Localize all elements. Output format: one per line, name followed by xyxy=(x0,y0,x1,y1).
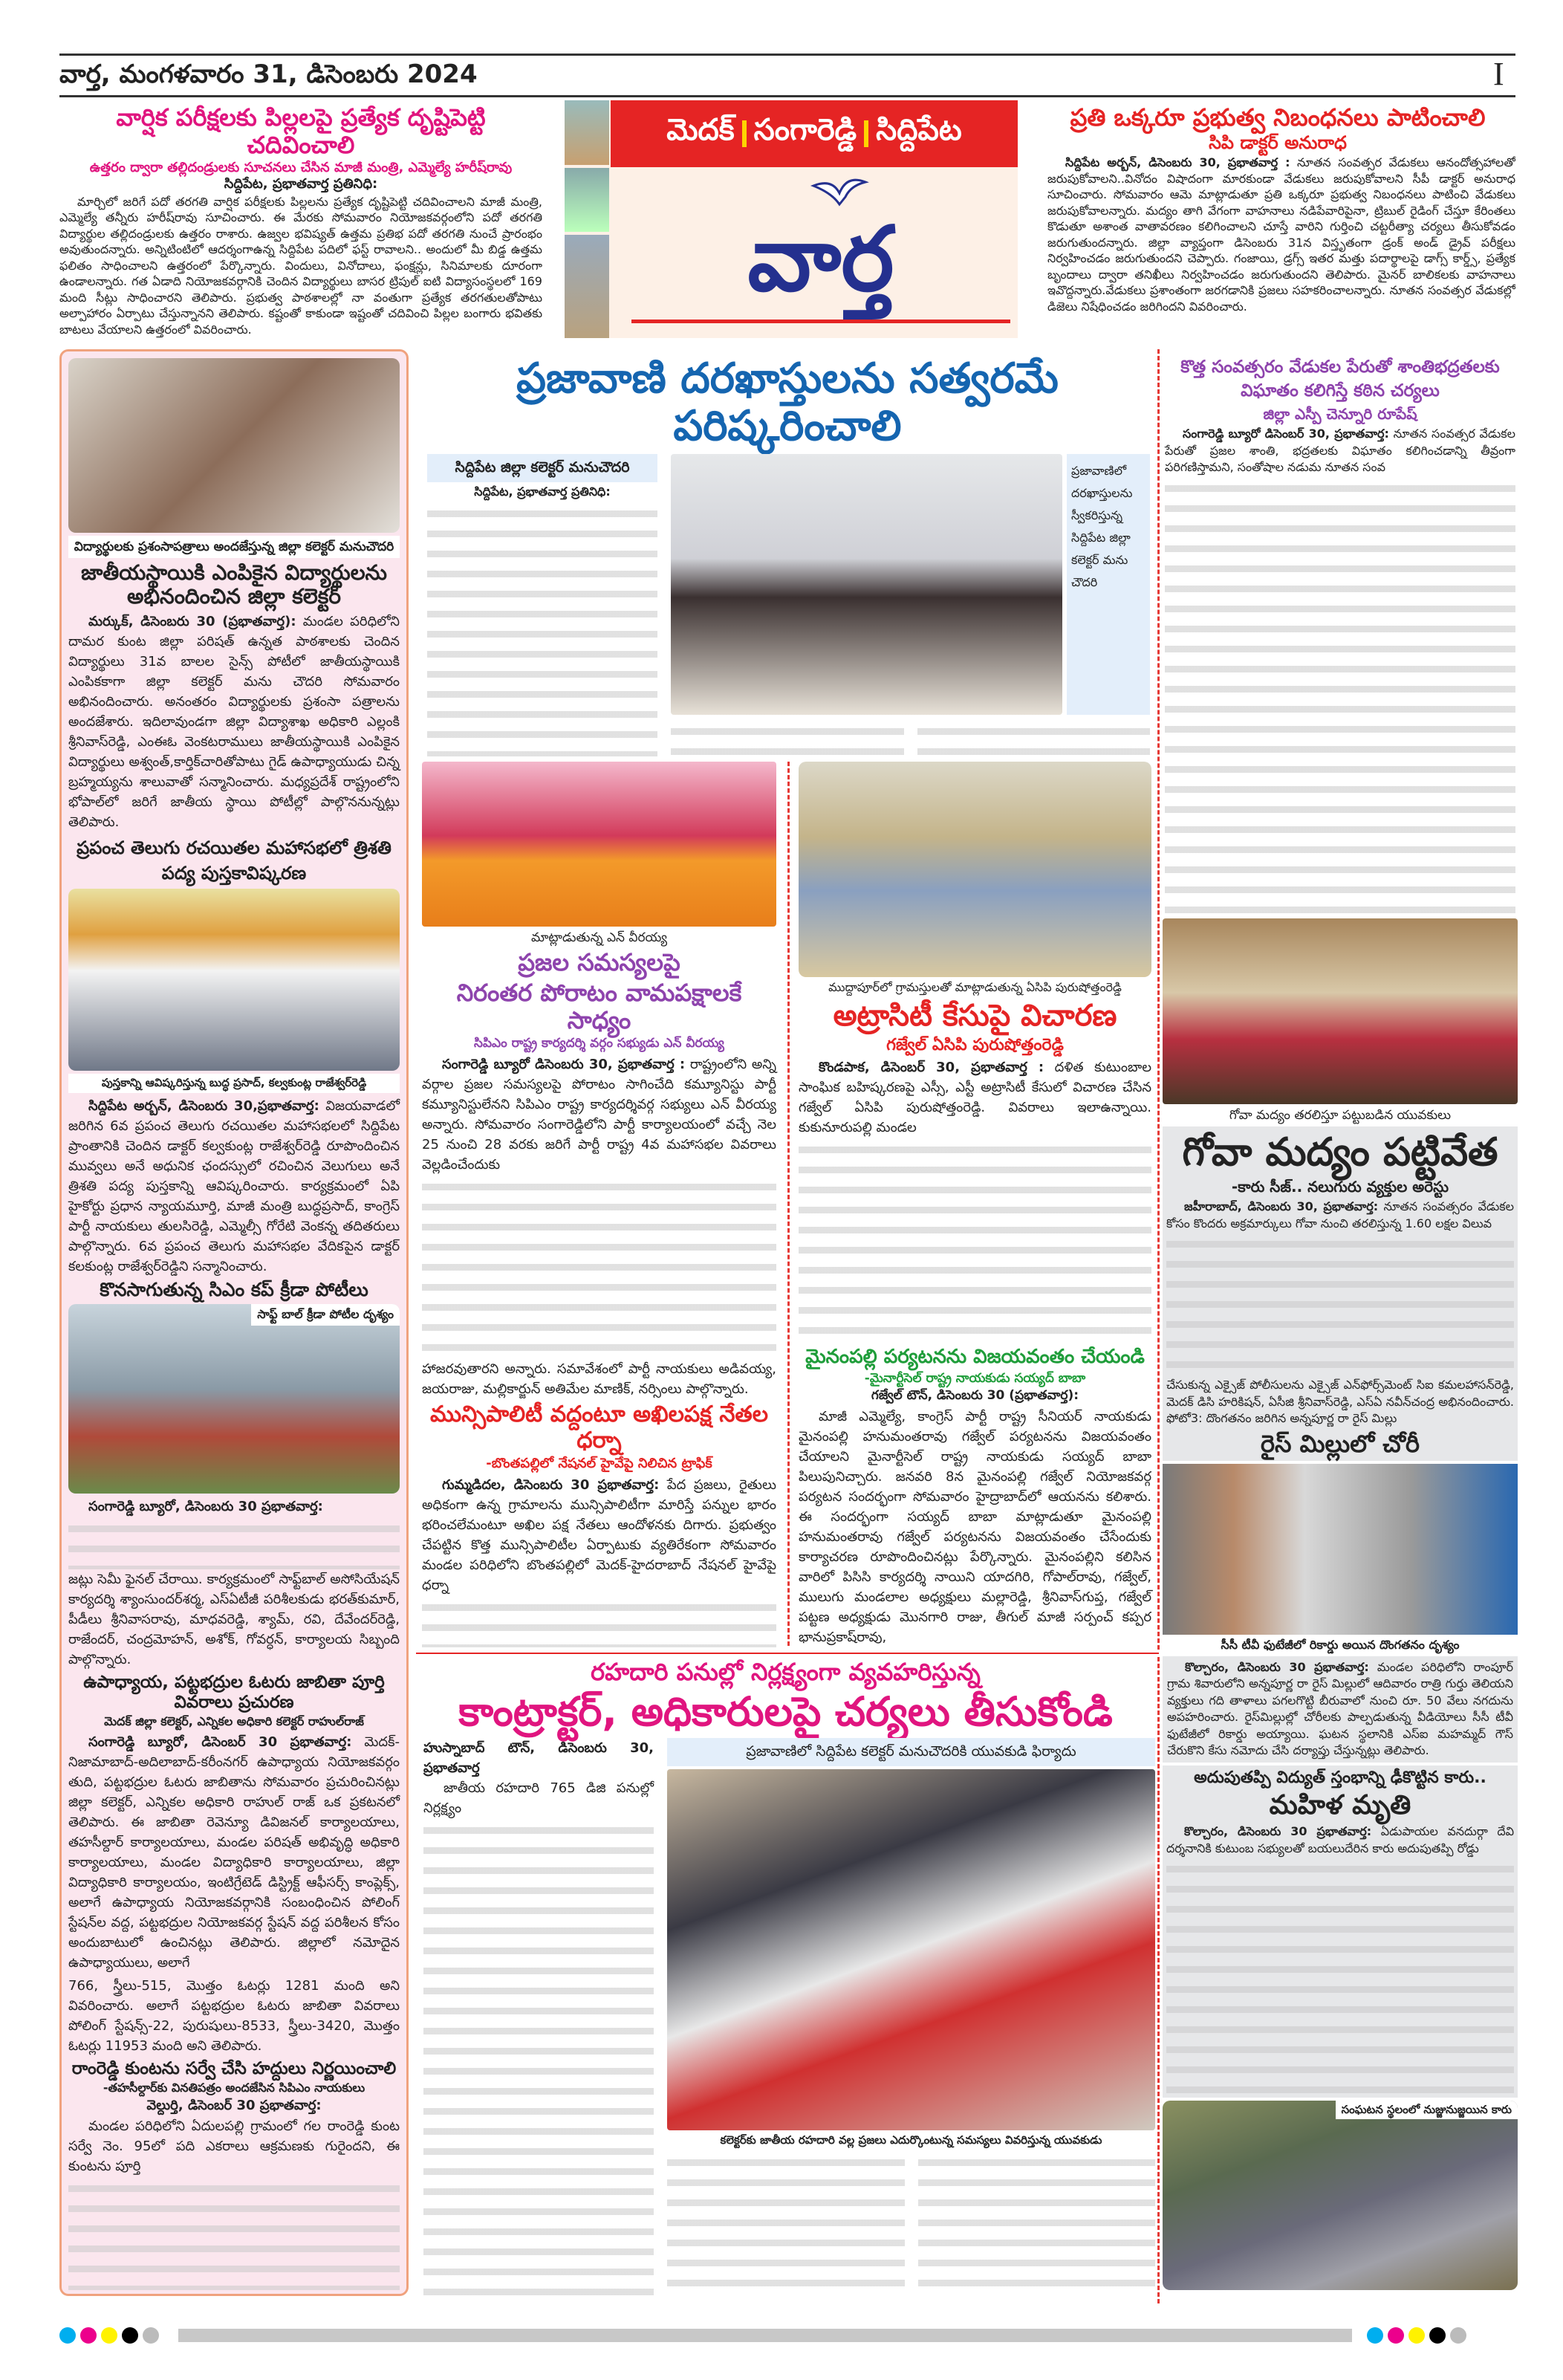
prajavani-photo xyxy=(671,454,1062,715)
district-medak: మెదక్ xyxy=(666,113,735,147)
magenta-dot xyxy=(80,2327,97,2344)
lead-body xyxy=(427,502,657,756)
photo-caption: గోవా మద్యం తరలిస్తూ పట్టుబడిన యువకులు xyxy=(1229,1108,1452,1123)
cpm-press-photo xyxy=(422,762,776,927)
road-photo-block xyxy=(667,1738,1155,2299)
book-launch-photo xyxy=(68,889,400,1071)
header-rule xyxy=(59,95,1515,97)
headline: అదుపుతప్పి విద్యుత్ స్తంభాన్ని ఢీకొట్టిన కారు.. xyxy=(1194,1768,1486,1787)
acp-villagers-photo xyxy=(799,762,1151,977)
headline: అట్రాసిటీ కేసుపై విచారణ xyxy=(833,998,1117,1033)
center-right-column xyxy=(799,762,1151,1647)
photo-caption: ప్రజావాణిలో దరఖాస్తులను స్వీకరిస్తున్న సిద్దిపేట జిల్లా కలెక్టర్ మను చౌదరి xyxy=(1067,454,1150,715)
top-left-headline: వార్షిక పరీక్షలకు పిల్లలపై ప్రత్యేక దృష్టిపెట్టి చదివించాలి xyxy=(116,103,486,159)
headline: కాంట్రాక్టర్, అధికారులపై చర్యలు తీసుకోండి xyxy=(458,1687,1113,1735)
article-body: సంగారెడ్డి బ్యూరో, డిసెంబరు 30 ప్రభాతవార్త: జట్లు సెమీ ఫైనల్ చేరాయి. కార్యక్రమంలో సాఫ్ట్‌బాల్ అసోసియేషన్ కార్యదర్శి శ్యాంసుందర్‌శర్మ, ఎస్‌ఏటీజీ పరిశీలకుడు భరత్‌కుమార్, పీడీలు శ్రీనివాసరావు, మాధవరెడ్డి, శ్యామ్, రవి, దేవేందర్‌రెడ్డి, రాజేందర్, చంద్రమోహన్, అశోక్, గోవర్ధన్, కార్యాలయ సిబ్బంది పాల్గొన్నారు. xyxy=(68,1498,400,1668)
right-column xyxy=(1163,355,1518,2290)
headline: మున్సిపాలిటీ వద్దంటూ అఖిలపక్ష నేతల ధర్నా xyxy=(430,1401,768,1453)
lead-body-cont xyxy=(671,719,904,756)
subhead: -బొంతపల్లిలో నేషనల్ హైవేపై నిలిచిన ట్రాఫిక్ xyxy=(486,1456,712,1472)
lead-photo-row xyxy=(671,454,1150,715)
top-right-subhead: సిపి డాక్టర్ అనురాధ xyxy=(1209,132,1347,153)
top-rule xyxy=(59,53,1515,56)
road-content xyxy=(416,1738,1155,2299)
top-right-article xyxy=(1040,104,1515,340)
registration-marks-right xyxy=(1367,2327,1466,2344)
registration-bar xyxy=(178,2329,1352,2342)
headline: కొత్త సంవత్సరం వేడుకల పేరుతో శాంతిభద్రతలకు విఘాతం కలిగిస్తే కఠిన చర్యలు xyxy=(1180,357,1500,401)
masthead-district-band xyxy=(611,100,1018,167)
headline: నిరంతర పోరాటం వామపక్షాలకే సాధ్యం xyxy=(456,978,742,1034)
left-column xyxy=(68,358,400,2290)
masthead-photos xyxy=(565,100,609,338)
subhead: గజ్వేల్ ఏసిపి పురుషోత్తంరెడ్డి xyxy=(886,1035,1064,1054)
road-article xyxy=(416,1658,1155,2299)
cyan-dot xyxy=(1367,2327,1383,2344)
photo-header: ప్రజావాణిలో సిద్దిపేట కలెక్టర్ మనుచౌదరికి యువకుడి ఫిర్యాదు xyxy=(667,1738,1155,1766)
lead-right xyxy=(671,454,1150,756)
fountain-photo xyxy=(565,168,609,233)
article-body: సంగారెడ్డి బ్యూరో, డిసెంబర్ 30 ప్రభాతవార్త: మెదక్-నిజామాబాద్-అదిలాబాద్-కరీంనగర్ ఉపాధ్యాయ నియోజకవర్గం తుది, పట్టభద్రుల ఓటరు జాబితాను సోమవారం ప్రచురించినట్లు జిల్లా కలెక్టర్, ఎన్నికల అధికారి రాహుల్ రాజ్ ఒక ప్రకటనలో తెలిపారు. ఈ జాబితా రెవెన్యూ డివిజనల్ కార్యాలయాలు, తహసీల్దార్ కార్యాలయాలు, మండల పరిషత్ అభివృద్ధి అధికారి కార్యాలయాలు, మండల విద్యాధికారి కార్యాలయాలు, జిల్లా విద్యాధికారి కార్యాలయం, ఇంటిగ్రేటెడ్ డిస్ట్రిక్ట్ ఆఫీసర్స్ కాంప్లెక్స్, అలాగే ఉపాధ్యాయ నియోజకవర్గానికి సంబంధించిన పోలింగ్ స్టేషన్‌ల వద్ద, పట్టభద్రుల నియోజకవర్గ స్టేషన్ వద్ద పరిశీలన కోసం అందుబాటులో ఉంచినట్లు తెలిపారు. జిల్లాలో నమోదైన ఉపాధ్యాయులు, అలాగే 766, స్త్రీలు-515, మొత్తం ఓటర్లు 1281 మంది అని వివరించారు. అలాగే పట్టభద్రుల ఓటరు జాబితా వివరాలు పోలింగ్ స్టేషన్స్-22, పురుషులు-8533, స్త్రీలు-3420, మొత్తం ఓటర్లు 11953 మంది అని తెలిపారు. xyxy=(68,1734,400,2054)
gray-dot xyxy=(1450,2327,1466,2344)
lead-left xyxy=(427,454,657,756)
photo-caption: సీసీ టీవీ ఫుటేజీలో రికార్డు అయిన దొంగతనం దృశ్యం xyxy=(1221,1637,1460,1652)
photo-caption: మాట్లాడుతున్న ఎన్ వీరయ్య xyxy=(530,930,668,945)
collector-students-photo xyxy=(68,358,400,533)
road-body-row xyxy=(667,2150,1155,2299)
article-body: మాజీ ఎమ్మెల్యే, కాంగ్రెస్ పార్టీ రాష్ట్ర సీనియర్ నాయకుడు మైనంపల్లి హనుమంతరావు గజ్వేల్ పర్యటనను విజయవంతం చేయాలని మైనార్టీసెల్ రాష్ట్ర నాయకుడు సయ్యద్ బాబా పిలుపునిచ్చారు. జనవరి 8న మైనంపల్లి గజ్వేల్ నియోజకవర్గ పర్యటన సందర్భంగా సోమవారం హైద్రాబాద్‌లో ఆయనను కలిశారు. ఈ సందర్భంగా సయ్యద్ బాబా మాట్లాడుతూ మైనంపల్లి హనుమంతరావు గజ్వేల్ పర్యటనను విజయవంతం చేసేందుకు కార్యాచరణ రూపొందించినట్లు పేర్కొన్నారు. మైనంపల్లిని కలిసిన వారిలో పిసిసి కార్యదర్శి నాయిని యాదగిరి, గోపాల్‌రావు, గజ్వేల్, ములుగు మండలాల అధ్యక్షులు మల్లారెడ్డి, శ్రీనివాస్‌గుప్త, గజ్వేల్ పట్టణ అధ్యక్షుడు మొనగారి రాజు, తీగుల్ మాజీ సర్పంచ్ కప్పర భానుప్రకాష్‌రావు, xyxy=(799,1409,1151,1645)
headline: రహదారి పనుల్లో నిర్లక్ష్యంగా వ్యవహరిస్తున్న xyxy=(591,1658,981,1686)
photo-caption: పుస్తకాన్ని ఆవిష్కరిస్తున్న బుద్ధ ప్రసాద్, కల్వకుంట్ల రాజేశ్వర్‌రెడ్డి xyxy=(68,1074,400,1093)
masthead-logo: వార్త xyxy=(747,208,894,311)
article-body xyxy=(918,2150,1156,2299)
dove-icon xyxy=(810,171,869,208)
headline: కొనసాగుతున్న సిఎం కప్ క్రీడా పోటీలు xyxy=(100,1278,368,1300)
black-dot xyxy=(122,2327,138,2344)
temple-photo xyxy=(565,100,609,165)
cyan-dot xyxy=(59,2327,76,2344)
center-left-column xyxy=(422,762,776,1647)
page-number: I xyxy=(1493,56,1504,92)
article-body: సంగారెడ్డి బ్యూరో డిసెంబరు 30, ప్రభాతవార్త : రాష్ట్రంలోని అన్ని వర్గాల ప్రజల సమస్యలపై పోరాటం సాగించేది కమ్యూనిస్టు పార్టీ కమ్యూనిస్టులేనని సిపిఎం రాష్ట్ర కార్యదర్శివర్గ సభ్యులు ఎన్ వీరయ్య అన్నారు. సోమవారం సంగారెడ్డిలోని పార్టీ కార్యాలయంలో వచ్చే నెల 25 నుంచి 28 వరకు జరిగే పార్టీ రాష్ట్ర 4వ మహాసభల వివరాలు వెల్లడించేందుకు హాజరవుతారని అన్నారు. సమావేశంలో పార్టీ నాయకులు అడివయ్య, జయరాజు, మల్లికార్జున్ అతిమేల మాణిక్, నర్సింలు పాల్గొన్నారు. xyxy=(422,1057,776,1398)
yellow-dot xyxy=(101,2327,117,2344)
photo-caption: ముద్దాపూర్‌లో గ్రామస్తులతో మాట్లాడుతున్న ఏసిపి పురుషోత్తంరెడ్డి xyxy=(828,980,1122,994)
cctv-photo xyxy=(1163,1464,1518,1635)
lead-article xyxy=(416,355,1159,756)
gray-dot xyxy=(143,2327,159,2344)
article-body: సిద్దిపేట అర్బన్, డిసెంబరు 30,ప్రభాతవార్త: విజయవాడలో జరిగిన 6వ ప్రపంచ తెలుగు రచయితల మహాసభలలో సిద్దిపేట ప్రాంతానికి చెందిన డాక్టర్ కల్వకుంట్ల రాజేశ్వర్‌రెడ్డి రూపొందించిన మువ్వలు అనే అధునిక ఛందస్సులో రచించిన వెలుగులు అనే త్రిశతి పద్య పుస్తకాన్ని ఆవిష్కరించారు. కార్యక్రమంలో ఏపి హైకోర్టు ప్రధాన న్యాయమూర్తి, మాజీ మంత్రి బుద్ధప్రసాద్, కాంగ్రెస్ పార్టీ నాయకులు తులసిరెడ్డి, ఎమ్మెల్సీ గోరేటి వెంకన్న తదితరులు పాల్గొన్నారు. 6వ ప్రపంచ తెలుగు మహాసభల వేదికపైన డాక్టర్ కలకుంట్ల రాజేశ్వర్‌రెడ్డిని సన్మానించారు. xyxy=(68,1097,400,1274)
article-body: గుమ్మడిదల, డిసెంబరు 30 ప్రభాతవార్త: పేద ప్రజలు, రైతులు అధికంగా ఉన్న గ్రామాలను మున్సిపాలిటీగా మారిస్తే పన్నుల భారం భరించలేమంటూ అఖిల పక్ష నేతలు ఆందోళనకు దిగారు. ప్రభుత్వం చేపట్టిన కొత్త మున్సిపాలిటీల ఏర్పాటుకు వ్యతిరేకంగా సోమవారం మండల పరిధిలోని బొంతపల్లిలో మెదక్-హైదరాబాద్ నేషనల్ హైవేపై ధర్నా xyxy=(422,1475,776,1647)
lead-headline: ప్రజావాణి దరఖాస్తులను సత్వరమే పరిష్కరించాలి xyxy=(516,354,1059,451)
church-photo xyxy=(565,235,609,338)
district-sangareddy: సంగారెడ్డి xyxy=(753,113,857,147)
top-left-subhead: ఉత్తరం ద్వారా తల్లిదండ్రులకు సూచనలు చేసిన మాజీ మంత్రి, ఎమ్మెల్యే హరీష్‌రావు xyxy=(89,159,513,175)
photo-caption: సాఫ్ట్ బాల్ క్రీడా పోటీల దృశ్యం xyxy=(251,1304,400,1326)
softball-photo xyxy=(68,1304,400,1494)
district-siddipet: సిద్దిపేట xyxy=(876,113,962,147)
top-right-body: సిద్దిపేట అర్బన్, డిసెంబరు 30, ప్రభాతవార్త : నూతన సంవత్సర వేడుకలు ఆనందోత్సహాలతో జరుపుకోవాలని..వినోదం విషాదంగా మారకుండా వేడుకలు జరుపుకోవాలని సీపీ డాక్టర్ అనురాధ సూచించారు. సోమవారం ఆమె మాట్లాడుతూ ప్రతి ఒక్కరూ ప్రభుత్వ నిబంధనలు పాటించి వేడుకలు జరుపుకోవాలన్నారు. మద్యం తాగి వేగంగా వాహనాలు నడిపేవారిపైనా, ట్రిబుల్ రైడింగ్ చేస్తూ కేరింతలు కొడుతూ అశాంత వాతావరణం కలిగించాలని చూస్తే వారిని గుర్తించి చట్టరీత్యా చర్యలు తీసుకోవడం జరుగుతుందన్నారు. జిల్లా వ్యాప్తంగా డిసెంబరు 31న విస్తృతంగా డ్రంక్ అండ్ డ్రైవ్ పరీక్షలు నిర్వహించడం జరుగుతుందని చెప్పారు. గంజాయి, డ్రగ్స్ ఇతర మత్తు పదార్థాలపై డాగ్స్ కార్డ్స్, ప్రత్యేక బృందాలు ద్వారా తనిఖీలు నిర్వహించడం జరుగుతుందని తెలిపారు. మైనర్ బాలికలకు వాహనాలు ఇవొద్దన్నారు.వేడుకలు ప్రశాంతంగా జరగడానికి ప్రజలు సహకరించాలన్నారు. నూతన సంవత్సర వేడుకల్లో డిజెలు నిషేధించడం జరిగిందని వివరించారు. xyxy=(1047,155,1515,314)
section-rule xyxy=(416,1653,1159,1654)
lead-content xyxy=(416,454,1159,756)
subhead: జిల్లా ఎస్పీ చెన్నూరి రూపేష్ xyxy=(1263,405,1417,423)
headline: గోవా మద్యం పట్టివేత xyxy=(1182,1130,1498,1176)
masthead xyxy=(565,100,1018,338)
goa-box xyxy=(1163,1126,1518,1460)
headline: రాంరెడ్డి కుంటను సర్వే చేసి హద్దులు నిర్ణయించాలి xyxy=(71,2058,397,2078)
photo-caption: సంఘటన స్థలంలో నుజ్జునుజ్జయిన కారు xyxy=(1336,2101,1518,2120)
article-body xyxy=(667,2150,905,2299)
subhead: సిపిఎం రాష్ట్ర కార్యదర్శి వర్గం సభ్యుడు ఎన్ వీరయ్య xyxy=(474,1036,724,1051)
article-body: మండల పరిధిలోని ఏదులపల్లి గ్రామంలో గల రాంరెడ్డి కుంట సర్వే నెం. 95లో పది ఎకరాలు ఆక్రమణకు గురైందని, ఈ కుంటను పూర్తి xyxy=(68,2116,400,2290)
dateline: వెల్దుర్తి, డిసెంబర్ 30 ప్రభాతవార్త: xyxy=(146,2097,322,2113)
subhead: మెదక్ జిల్లా కలెక్టర్, ఎన్నికల అధికారి కలెక్టర్ రాహుల్‌రాజ్ xyxy=(104,1714,364,1729)
article-body: కొండపాక, డిసెంబర్ 30, ప్రభాతవార్త : దళిత కుటుంబాల సాంఘిక బహిష్కరణపై ఎస్సీ, ఎస్టీ అట్రాసిటీ కేసులో విచారణ చేసిన గజ్వేల్ ఏసిపి పురుషోత్తంరెడ్డి. వివరాలు ఇలాఉన్నాయి. కుకునూరుపల్లి మండల xyxy=(799,1057,1151,1343)
lead-body-cont-row xyxy=(671,719,1150,756)
subhead: -మైనార్టీసెల్ రాష్ట్ర నాయకుడు సయ్యద్ బాబా xyxy=(864,1370,1086,1386)
top-left-body: మార్చిలో జరిగే పదో తరగతి వార్షిక పరీక్షలకు పిల్లలను ప్రత్యేక దృష్టిపెట్టి చదివించాలని మాజీ మంత్రి, ఎమ్మెల్యే తన్నీరు హరీష్‌రావు సూచించారు. ఈ మేరకు సోమవారం నియోజకవర్గంలోని పదో తరగతి విద్యార్థుల తల్లిదండ్రులకు ఉత్తరం రాశారు. ఉజ్వల భవిష్యత్ ఉత్తమ ప్రతిభ పదో తరగతి నుంచే ప్రారంభం అవుతుందన్నారు. అన్నిటింటిలో ఆదర్శంగాఉన్న సిద్దిపేట పదిలో ఫస్ట్ రావాలని.. అందులో మీ బిడ్డ ఉత్తమ ఫలితం సాధించాలని ఉత్తరంలో పేర్కొన్నారు. విందులు, వినోదాలు, ఫంక్షన్లు, సినిమాలకు దూరంగా ఉండాలన్నారు. గత ఏడాది నియోజకవర్గానికి చెందిన విద్యార్థులు బాసర ట్రిపుల్ ఐటి విద్యాసంస్థలలో 169 మంది సీట్లు సాధించారని తెలిపారు. ప్రభుత్వ పాఠశాలల్లో నా వంతుగా ప్రత్యేక తరగతులతోపాటు అల్పాహారం ఏర్పాటు చేస్తున్నానని తెలిపారు. కష్టంతో కాకుండా ఇష్టంతో చదివించి పిల్లల బంగారు భవితకు బాటలు వేయాలని ఉత్తరంలో వివరించారు. xyxy=(59,194,542,337)
column-divider xyxy=(1157,1657,1160,2303)
wrecked-car-photo xyxy=(1163,2101,1518,2290)
goa-liquor-photo xyxy=(1163,918,1518,1104)
lead-body-cont xyxy=(917,719,1151,756)
subhead: -కారు సీజ్.. నలుగురు వ్యక్తుల అరెస్టు xyxy=(1231,1178,1449,1196)
subhead: -తహసీల్దార్‌కు వినతిపత్రం అందజేసిన సిపిఎం నాయకులు xyxy=(103,2081,365,2095)
dateline: గజ్వేల్ టౌన్, డిసెంబరు 30 (ప్రభాతవార్త): xyxy=(871,1388,1079,1404)
headline: మైనంపల్లి పర్యటనను విజయవంతం చేయండి xyxy=(805,1346,1145,1369)
top-left-dateline: సిద్దిపేట, ప్రభాతవార్త ప్రతినిధి: xyxy=(224,176,378,192)
separator xyxy=(742,120,747,147)
separator xyxy=(864,120,868,147)
column-divider xyxy=(1157,349,1160,1650)
headline: జాతీయస్థాయికి ఎంపికైన విద్యార్థులను అభినందించిన జిల్లా కలెక్టర్ xyxy=(81,560,387,609)
article-body: హుస్నాబాద్ టౌన్, డిసెంబరు 30, ప్రభాతవార్త జాతీయ రహదారి 765 డిజి పనుల్లో నిర్లక్ష్యం xyxy=(423,1738,654,2299)
youth-complaint-photo xyxy=(667,1769,1155,2130)
top-right-headline: ప్రతి ఒక్కరూ ప్రభుత్వ నిబంధనలు పాటించాలి xyxy=(1070,103,1486,132)
article-body: కొల్చారం, డిసెంబరు 30 ప్రభాతవార్త: ఏడుపాయల వనదుర్గా దేవి దర్శనానికి కుటుంబ సభ్యులతో బయలుదేరిన కారు అదుపుతప్పి రోడ్డు xyxy=(1166,1823,1514,2095)
article-body: సంగారెడ్డి బ్యూరో డిసెంబర్ 30, ప్రభాతవార్త: నూతన సంవత్సర వేడుకల పేరుతో ప్రజల శాంతి, భద్రతలకు విఘాతం కలిగించడాన్ని తీవ్రంగా పరిగణిస్తామని, సంతోషాల నడుమ నూతన సంవ xyxy=(1163,426,1518,915)
photo-caption: కలెక్టర్‌కు జాతీయ రహదారి వల్ల ప్రజలు ఎదుర్కొంటున్న సమస్యలు వివరిస్తున్న యువకుడు xyxy=(720,2133,1102,2147)
headline: ఉపాధ్యాయ, పట్టభద్రుల ఓటరు జాబితా పూర్తి వివరాలు ప్రచురణ xyxy=(83,1673,385,1712)
page-header-title: వార్త, మంగళవారం 31, డిసెంబరు 2024 xyxy=(59,59,478,89)
registration-marks-left xyxy=(59,2327,159,2344)
article-body: జహీరాబాద్, డిసెంబరు 30, ప్రభాతవార్త: నూతన సంవత్సరం వేడుకల కోసం కొందరు అక్రమార్కులు గోవా నుంచి తరలిస్తున్న 1.60 లక్షల విలువ చేసుకున్న ఎక్సైజ్ పోలీసులను ఎక్సైజ్ ఎన్‌ఫోర్స్‌మెంట్ సిఐ కమలహాసన్‌రెడ్డి, మెదక్ డిసి హరికిషన్, ఏసీజి శ్రీనివాస్‌రెడ్డి, ఎస్‌ఏ నవీన్‌చంద్ర అభినందించారు. ఫోటో3: దొంగతనం జరిగిన అన్నపూర్ణ రా రైస్ మిల్లు xyxy=(1166,1199,1515,1426)
accident-box xyxy=(1163,1765,1518,2098)
top-left-article xyxy=(59,104,542,340)
lead-subhead: సిద్దిపేట జిల్లా కలెక్టర్ మనుచౌదరి xyxy=(427,454,657,482)
photo-caption: విద్యార్థులకు ప్రశంసాపత్రాలు అందజేస్తున్న జిల్లా కలెక్టర్ మనుచౌదరి xyxy=(68,536,400,558)
headline: మహిళ మృతి xyxy=(1269,1789,1411,1820)
magenta-dot xyxy=(1388,2327,1404,2344)
headline: ప్రజల సమస్యలపై xyxy=(518,948,680,977)
logo-underline xyxy=(631,320,1010,323)
yellow-dot xyxy=(1408,2327,1425,2344)
article-body: మర్కుక్, డిసెంబరు 30 (ప్రభాతవార్త): మండల పరిధిలోని దామర కుంట జిల్లా పరిషత్ ఉన్నత పాఠశాలకు చెందిన విద్యార్థులు 31వ బాలల సైన్స్ పోటీలో జాతీయస్థాయికి ఎంపికకాగా జిల్లా కలెక్టర్ మను చౌదరి సోమవారం అభినందించారు. అనంతరం విద్యార్థులకు ప్రశంసా పత్రాలను అందజేశారు. ఇదిలావుండగా జిల్లా విద్యాశాఖ అధికారి ఎల్లంకి శ్రీనివాస్‌రెడ్డి, ఎంఈఓ వెంకటరాములు జాతీయస్థాయికి ఎంపికైన విద్యార్థులు అశ్వంత్,కార్తిక్‌చారితోపాటు గైడ్ ఉపాధ్యాయుడు చిన్న బ్రహ్మయ్యను శాలువాతో సన్మానించారు. మధ్యప్రదేశ్ రాష్ట్రంలోని భోపాల్‌లో జరిగే జాతీయ స్థాయి పోటీల్లో పాల్గొననున్నట్లు తెలిపారు. xyxy=(68,614,400,831)
lead-dateline: సిద్దిపేట, ప్రభాతవార్త ప్రతినిధి: xyxy=(474,484,611,499)
headline: రైస్ మిల్లులో చోరీ xyxy=(1261,1429,1420,1458)
headline: ప్రపంచ తెలుగు రచయితల మహాసభలో త్రిశతి పద్య పుస్తకావిష్కరణ xyxy=(77,837,391,884)
column-divider xyxy=(787,762,790,1646)
article-body: కొల్చారం, డిసెంబరు 30 ప్రభాతవార్త: మండల పరిధిలోని రాంపూర్ గ్రామ శివారులోని అన్నపూర్ణ రా రైస్ మిల్లులో ఆదివారం రాత్రి గుర్తు తెలియని వ్యక్తులు గది తాళాలు పగలగొట్టి బీరువాలో నుంచి రూ. 50 వేలు నగదును అపహరించారు. రైస్‌మిల్లుల్లో చోరీలకు పాల్పడుతున్న వీడియోలు సీసీ టీవీ ఫుటేజీలో రికార్డు అయ్యాయి. ఘటన స్థలానికి ఎస్‌ఐ మహమ్మద్ గౌస్ చేరుకొని కేసు నమోదు చేసి దర్యాప్తు చేస్తున్నట్లు తెలిపారు. xyxy=(1163,1656,1518,1763)
black-dot xyxy=(1429,2327,1446,2344)
